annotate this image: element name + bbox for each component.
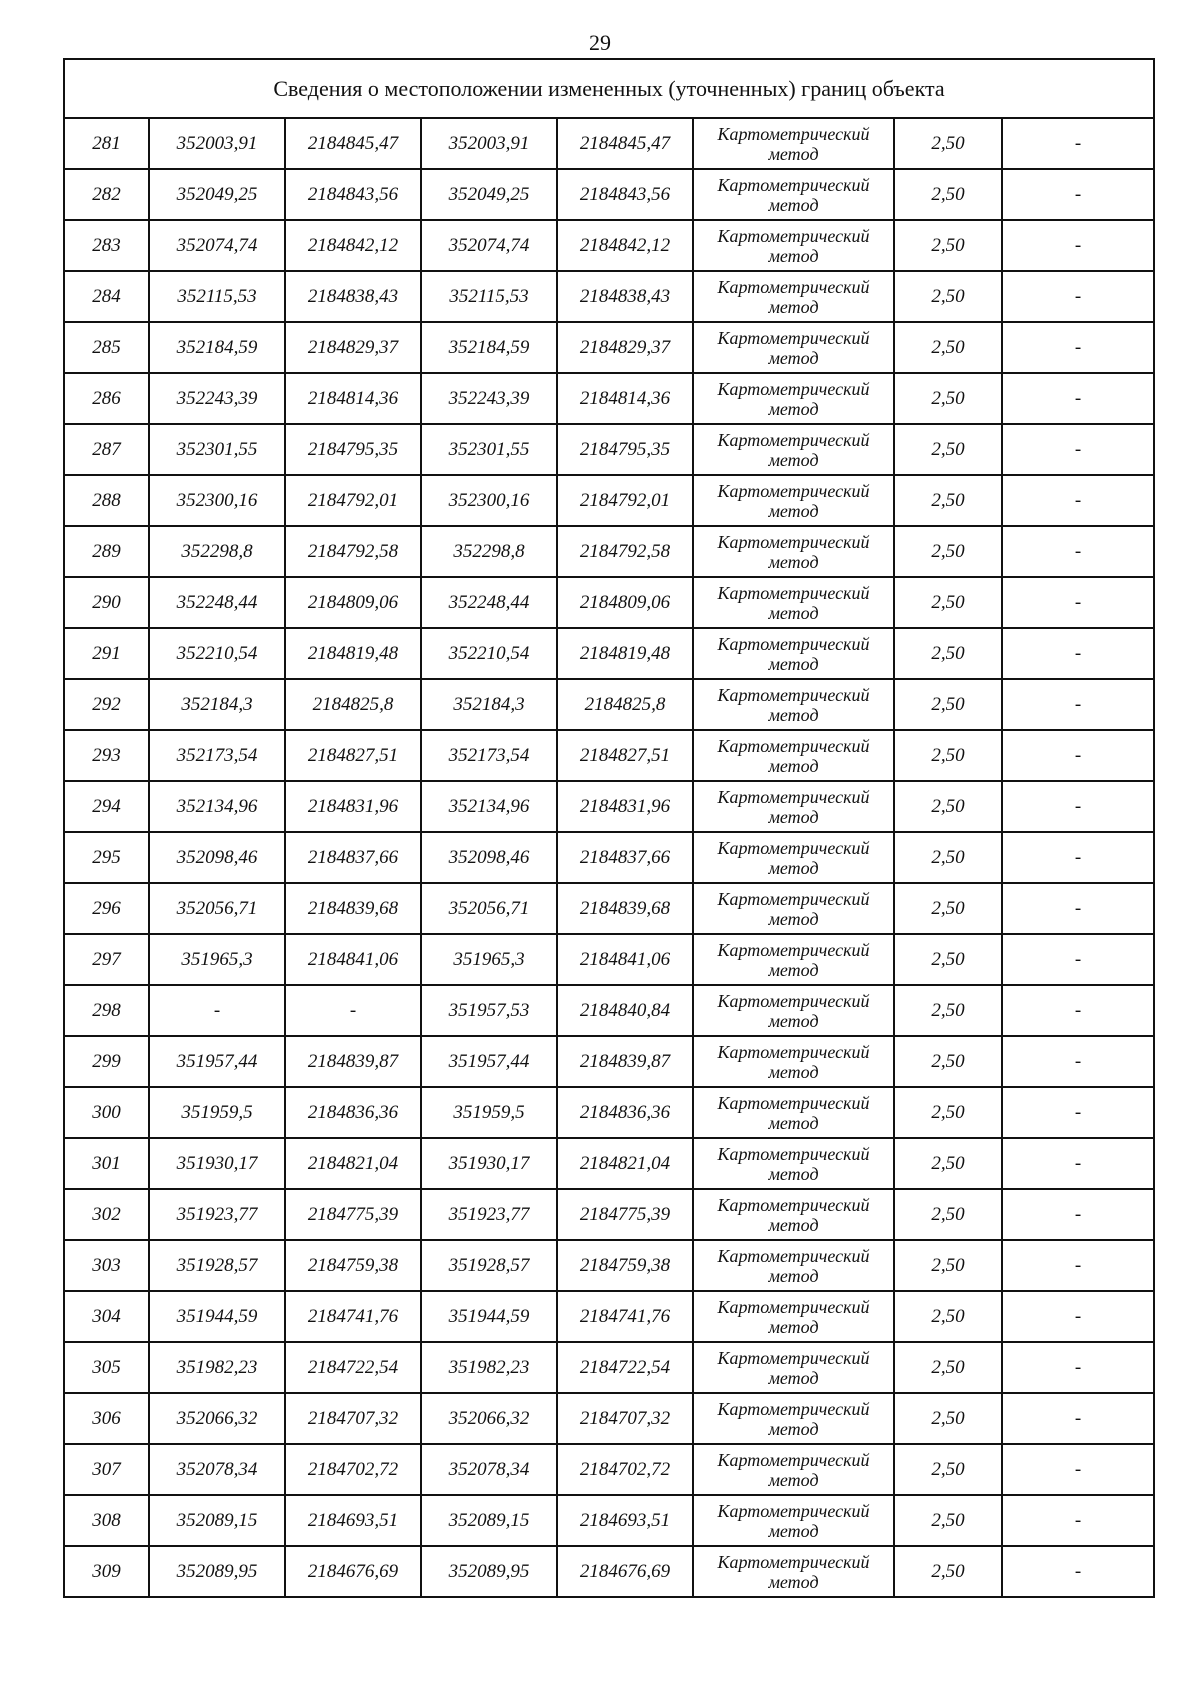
description-cell: - (1002, 1036, 1154, 1087)
table-row (64, 526, 1154, 577)
description-cell: - (1002, 526, 1154, 577)
table-row (64, 373, 1154, 424)
existing-x-cell: 352098,46 (149, 832, 285, 883)
point-number-cell: 281 (64, 118, 149, 169)
refined-x-cell: 352115,53 (421, 271, 557, 322)
determination-method-cell: Картометрический метод (693, 1189, 894, 1240)
accuracy-cell: 2,50 (894, 1240, 1002, 1291)
description-cell: - (1002, 118, 1154, 169)
determination-method-cell: Картометрический метод (693, 118, 894, 169)
existing-y-cell: 2184827,51 (285, 730, 421, 781)
refined-x-cell: 351944,59 (421, 1291, 557, 1342)
description-cell: - (1002, 1240, 1154, 1291)
determination-method-cell: Картометрический метод (693, 781, 894, 832)
refined-x-cell: 352049,25 (421, 169, 557, 220)
determination-method-cell: Картометрический метод (693, 1495, 894, 1546)
accuracy-cell: 2,50 (894, 220, 1002, 271)
point-number-cell: 305 (64, 1342, 149, 1393)
description-cell: - (1002, 220, 1154, 271)
refined-x-cell: 352078,34 (421, 1444, 557, 1495)
refined-y-cell: 2184827,51 (557, 730, 693, 781)
existing-y-cell: 2184722,54 (285, 1342, 421, 1393)
refined-x-cell: 352173,54 (421, 730, 557, 781)
existing-x-cell: 352248,44 (149, 577, 285, 628)
existing-x-cell: 352301,55 (149, 424, 285, 475)
table-row (64, 985, 1154, 1036)
existing-x-cell: 352300,16 (149, 475, 285, 526)
refined-y-cell: 2184837,66 (557, 832, 693, 883)
accuracy-cell: 2,50 (894, 424, 1002, 475)
table-row (64, 934, 1154, 985)
existing-x-cell: 351923,77 (149, 1189, 285, 1240)
point-number-cell: 309 (64, 1546, 149, 1597)
table-row (64, 424, 1154, 475)
table-row (64, 883, 1154, 934)
point-number-cell: 292 (64, 679, 149, 730)
existing-x-cell: 352184,59 (149, 322, 285, 373)
determination-method-cell: Картометрический метод (693, 679, 894, 730)
determination-method-cell: Картометрический метод (693, 1546, 894, 1597)
refined-y-cell: 2184722,54 (557, 1342, 693, 1393)
refined-y-cell: 2184840,84 (557, 985, 693, 1036)
refined-y-cell: 2184819,48 (557, 628, 693, 679)
table-row (64, 577, 1154, 628)
description-cell: - (1002, 832, 1154, 883)
refined-y-cell: 2184836,36 (557, 1087, 693, 1138)
refined-y-cell: 2184842,12 (557, 220, 693, 271)
description-cell: - (1002, 322, 1154, 373)
existing-y-cell: 2184759,38 (285, 1240, 421, 1291)
determination-method-cell: Картометрический метод (693, 985, 894, 1036)
point-number-cell: 297 (64, 934, 149, 985)
existing-y-cell: 2184829,37 (285, 322, 421, 373)
point-number-cell: 286 (64, 373, 149, 424)
existing-y-cell: 2184707,32 (285, 1393, 421, 1444)
table-body (64, 118, 1154, 1597)
description-cell: - (1002, 883, 1154, 934)
determination-method-cell: Картометрический метод (693, 883, 894, 934)
point-number-cell: 285 (64, 322, 149, 373)
refined-y-cell: 2184821,04 (557, 1138, 693, 1189)
determination-method-cell: Картометрический метод (693, 475, 894, 526)
existing-x-cell: 352184,3 (149, 679, 285, 730)
refined-y-cell: 2184829,37 (557, 322, 693, 373)
description-cell: - (1002, 1393, 1154, 1444)
point-number-cell: 287 (64, 424, 149, 475)
accuracy-cell: 2,50 (894, 1393, 1002, 1444)
accuracy-cell: 2,50 (894, 934, 1002, 985)
point-number-cell: 302 (64, 1189, 149, 1240)
refined-y-cell: 2184814,36 (557, 373, 693, 424)
existing-x-cell: 352173,54 (149, 730, 285, 781)
point-number-cell: 301 (64, 1138, 149, 1189)
existing-y-cell: 2184821,04 (285, 1138, 421, 1189)
accuracy-cell: 2,50 (894, 271, 1002, 322)
refined-y-cell: 2184809,06 (557, 577, 693, 628)
table-row (64, 1138, 1154, 1189)
description-cell: - (1002, 1291, 1154, 1342)
description-cell: - (1002, 985, 1154, 1036)
accuracy-cell: 2,50 (894, 1444, 1002, 1495)
accuracy-cell: 2,50 (894, 1342, 1002, 1393)
refined-y-cell: 2184676,69 (557, 1546, 693, 1597)
existing-y-cell: 2184839,87 (285, 1036, 421, 1087)
boundary-coordinates-table (63, 58, 1155, 1598)
determination-method-cell: Картометрический метод (693, 322, 894, 373)
refined-y-cell: 2184759,38 (557, 1240, 693, 1291)
accuracy-cell: 2,50 (894, 832, 1002, 883)
accuracy-cell: 2,50 (894, 1189, 1002, 1240)
existing-x-cell: 352243,39 (149, 373, 285, 424)
determination-method-cell: Картометрический метод (693, 373, 894, 424)
refined-x-cell: 352301,55 (421, 424, 557, 475)
point-number-cell: 304 (64, 1291, 149, 1342)
existing-x-cell: 352089,95 (149, 1546, 285, 1597)
refined-x-cell: 352298,8 (421, 526, 557, 577)
point-number-cell: 290 (64, 577, 149, 628)
existing-x-cell: 351959,5 (149, 1087, 285, 1138)
existing-y-cell: 2184825,8 (285, 679, 421, 730)
table-title: Сведения о местоположении измененных (уточненных) границ объекта (64, 59, 1154, 118)
determination-method-cell: Картометрический метод (693, 1240, 894, 1291)
accuracy-cell: 2,50 (894, 373, 1002, 424)
description-cell: - (1002, 373, 1154, 424)
point-number-cell: 284 (64, 271, 149, 322)
refined-y-cell: 2184838,43 (557, 271, 693, 322)
accuracy-cell: 2,50 (894, 1138, 1002, 1189)
existing-y-cell: 2184676,69 (285, 1546, 421, 1597)
description-cell: - (1002, 1138, 1154, 1189)
accuracy-cell: 2,50 (894, 1087, 1002, 1138)
existing-x-cell: 352066,32 (149, 1393, 285, 1444)
accuracy-cell: 2,50 (894, 169, 1002, 220)
table-row (64, 1291, 1154, 1342)
existing-x-cell: 352210,54 (149, 628, 285, 679)
refined-y-cell: 2184839,87 (557, 1036, 693, 1087)
refined-x-cell: 352056,71 (421, 883, 557, 934)
existing-x-cell: 352078,34 (149, 1444, 285, 1495)
table-row (64, 1393, 1154, 1444)
point-number-cell: 307 (64, 1444, 149, 1495)
point-number-cell: 303 (64, 1240, 149, 1291)
refined-y-cell: 2184775,39 (557, 1189, 693, 1240)
determination-method-cell: Картометрический метод (693, 1036, 894, 1087)
refined-x-cell: 351959,5 (421, 1087, 557, 1138)
refined-x-cell: 351928,57 (421, 1240, 557, 1291)
accuracy-cell: 2,50 (894, 1495, 1002, 1546)
refined-x-cell: 352300,16 (421, 475, 557, 526)
description-cell: - (1002, 1189, 1154, 1240)
refined-y-cell: 2184792,58 (557, 526, 693, 577)
determination-method-cell: Картометрический метод (693, 424, 894, 475)
existing-x-cell: 351957,44 (149, 1036, 285, 1087)
accuracy-cell: 2,50 (894, 526, 1002, 577)
point-number-cell: 296 (64, 883, 149, 934)
point-number-cell: 283 (64, 220, 149, 271)
refined-y-cell: 2184707,32 (557, 1393, 693, 1444)
description-cell: - (1002, 577, 1154, 628)
point-number-cell: 306 (64, 1393, 149, 1444)
existing-y-cell: 2184831,96 (285, 781, 421, 832)
refined-x-cell: 352134,96 (421, 781, 557, 832)
existing-y-cell: 2184836,36 (285, 1087, 421, 1138)
point-number-cell: 291 (64, 628, 149, 679)
existing-x-cell: 352115,53 (149, 271, 285, 322)
point-number-cell: 289 (64, 526, 149, 577)
table-row (64, 322, 1154, 373)
accuracy-cell: 2,50 (894, 679, 1002, 730)
existing-y-cell: 2184843,56 (285, 169, 421, 220)
refined-x-cell: 352210,54 (421, 628, 557, 679)
existing-y-cell: 2184842,12 (285, 220, 421, 271)
refined-y-cell: 2184831,96 (557, 781, 693, 832)
existing-x-cell: 352074,74 (149, 220, 285, 271)
refined-y-cell: 2184825,8 (557, 679, 693, 730)
description-cell: - (1002, 1087, 1154, 1138)
existing-y-cell: 2184814,36 (285, 373, 421, 424)
accuracy-cell: 2,50 (894, 781, 1002, 832)
refined-x-cell: 352098,46 (421, 832, 557, 883)
determination-method-cell: Картометрический метод (693, 628, 894, 679)
point-number-cell: 282 (64, 169, 149, 220)
determination-method-cell: Картометрический метод (693, 832, 894, 883)
table-row (64, 118, 1154, 169)
existing-x-cell: 351930,17 (149, 1138, 285, 1189)
point-number-cell: 293 (64, 730, 149, 781)
refined-x-cell: 352089,95 (421, 1546, 557, 1597)
accuracy-cell: 2,50 (894, 322, 1002, 373)
determination-method-cell: Картометрический метод (693, 220, 894, 271)
existing-y-cell: 2184795,35 (285, 424, 421, 475)
existing-x-cell: 352134,96 (149, 781, 285, 832)
table-row (64, 1342, 1154, 1393)
description-cell: - (1002, 781, 1154, 832)
refined-y-cell: 2184792,01 (557, 475, 693, 526)
accuracy-cell: 2,50 (894, 1036, 1002, 1087)
existing-y-cell: 2184838,43 (285, 271, 421, 322)
accuracy-cell: 2,50 (894, 730, 1002, 781)
description-cell: - (1002, 934, 1154, 985)
refined-y-cell: 2184845,47 (557, 118, 693, 169)
existing-y-cell: 2184819,48 (285, 628, 421, 679)
refined-y-cell: 2184741,76 (557, 1291, 693, 1342)
point-number-cell: 294 (64, 781, 149, 832)
determination-method-cell: Картометрический метод (693, 1342, 894, 1393)
table-row (64, 169, 1154, 220)
table-row (64, 730, 1154, 781)
table-row (64, 475, 1154, 526)
existing-x-cell: 352089,15 (149, 1495, 285, 1546)
table-row (64, 1546, 1154, 1597)
refined-x-cell: 351982,23 (421, 1342, 557, 1393)
description-cell: - (1002, 679, 1154, 730)
existing-y-cell: 2184837,66 (285, 832, 421, 883)
existing-y-cell: 2184845,47 (285, 118, 421, 169)
description-cell: - (1002, 628, 1154, 679)
existing-x-cell: 352056,71 (149, 883, 285, 934)
description-cell: - (1002, 730, 1154, 781)
existing-x-cell: 352003,91 (149, 118, 285, 169)
determination-method-cell: Картометрический метод (693, 1393, 894, 1444)
table-row (64, 1240, 1154, 1291)
determination-method-cell: Картометрический метод (693, 577, 894, 628)
description-cell: - (1002, 424, 1154, 475)
table-row (64, 679, 1154, 730)
refined-y-cell: 2184702,72 (557, 1444, 693, 1495)
point-number-cell: 299 (64, 1036, 149, 1087)
refined-x-cell: 352003,91 (421, 118, 557, 169)
table-row (64, 1495, 1154, 1546)
existing-y-cell: 2184809,06 (285, 577, 421, 628)
point-number-cell: 288 (64, 475, 149, 526)
table-row (64, 781, 1154, 832)
determination-method-cell: Картометрический метод (693, 1087, 894, 1138)
description-cell: - (1002, 1495, 1154, 1546)
existing-x-cell: 352049,25 (149, 169, 285, 220)
refined-x-cell: 351930,17 (421, 1138, 557, 1189)
existing-y-cell: 2184775,39 (285, 1189, 421, 1240)
determination-method-cell: Картометрический метод (693, 730, 894, 781)
existing-y-cell: 2184702,72 (285, 1444, 421, 1495)
determination-method-cell: Картометрический метод (693, 1444, 894, 1495)
table-row (64, 1189, 1154, 1240)
accuracy-cell: 2,50 (894, 577, 1002, 628)
refined-y-cell: 2184843,56 (557, 169, 693, 220)
table-row (64, 271, 1154, 322)
refined-x-cell: 352184,59 (421, 322, 557, 373)
description-cell: - (1002, 1546, 1154, 1597)
accuracy-cell: 2,50 (894, 118, 1002, 169)
description-cell: - (1002, 169, 1154, 220)
determination-method-cell: Картометрический метод (693, 526, 894, 577)
point-number-cell: 308 (64, 1495, 149, 1546)
existing-x-cell: 351928,57 (149, 1240, 285, 1291)
refined-y-cell: 2184693,51 (557, 1495, 693, 1546)
refined-x-cell: 352074,74 (421, 220, 557, 271)
table-row (64, 832, 1154, 883)
description-cell: - (1002, 1444, 1154, 1495)
point-number-cell: 295 (64, 832, 149, 883)
existing-y-cell: 2184693,51 (285, 1495, 421, 1546)
table-row (64, 1444, 1154, 1495)
determination-method-cell: Картометрический метод (693, 271, 894, 322)
table-row (64, 628, 1154, 679)
existing-y-cell: 2184792,58 (285, 526, 421, 577)
description-cell: - (1002, 271, 1154, 322)
existing-x-cell: - (149, 985, 285, 1036)
accuracy-cell: 2,50 (894, 985, 1002, 1036)
determination-method-cell: Картометрический метод (693, 934, 894, 985)
existing-y-cell: 2184839,68 (285, 883, 421, 934)
table-row (64, 1036, 1154, 1087)
accuracy-cell: 2,50 (894, 883, 1002, 934)
refined-x-cell: 351957,44 (421, 1036, 557, 1087)
accuracy-cell: 2,50 (894, 475, 1002, 526)
existing-y-cell: 2184741,76 (285, 1291, 421, 1342)
determination-method-cell: Картометрический метод (693, 1291, 894, 1342)
refined-x-cell: 352089,15 (421, 1495, 557, 1546)
existing-x-cell: 352298,8 (149, 526, 285, 577)
refined-x-cell: 351965,3 (421, 934, 557, 985)
page-number: 29 (589, 30, 611, 55)
refined-x-cell: 352184,3 (421, 679, 557, 730)
existing-y-cell: 2184792,01 (285, 475, 421, 526)
accuracy-cell: 2,50 (894, 1546, 1002, 1597)
table-row (64, 220, 1154, 271)
refined-x-cell: 352243,39 (421, 373, 557, 424)
existing-x-cell: 351982,23 (149, 1342, 285, 1393)
determination-method-cell: Картометрический метод (693, 169, 894, 220)
refined-y-cell: 2184795,35 (557, 424, 693, 475)
existing-x-cell: 351965,3 (149, 934, 285, 985)
refined-x-cell: 352066,32 (421, 1393, 557, 1444)
point-number-cell: 300 (64, 1087, 149, 1138)
existing-y-cell: - (285, 985, 421, 1036)
refined-x-cell: 351957,53 (421, 985, 557, 1036)
table-row (64, 1087, 1154, 1138)
refined-x-cell: 352248,44 (421, 577, 557, 628)
accuracy-cell: 2,50 (894, 628, 1002, 679)
refined-y-cell: 2184841,06 (557, 934, 693, 985)
refined-x-cell: 351923,77 (421, 1189, 557, 1240)
accuracy-cell: 2,50 (894, 1291, 1002, 1342)
determination-method-cell: Картометрический метод (693, 1138, 894, 1189)
description-cell: - (1002, 1342, 1154, 1393)
existing-x-cell: 351944,59 (149, 1291, 285, 1342)
description-cell: - (1002, 475, 1154, 526)
refined-y-cell: 2184839,68 (557, 883, 693, 934)
point-number-cell: 298 (64, 985, 149, 1036)
existing-y-cell: 2184841,06 (285, 934, 421, 985)
